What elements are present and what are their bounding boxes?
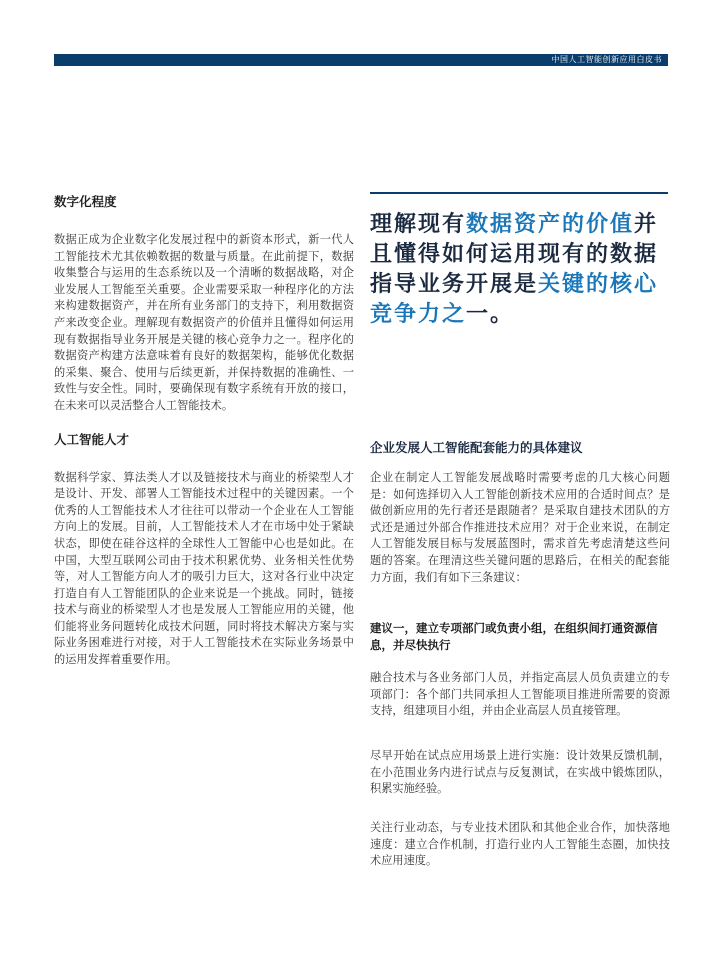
pull-quote-rule — [370, 192, 668, 194]
paragraph-digitalization: 数据正成为企业数字化发展过程中的新资本形式，新一代人工智能技术尤其依赖数据的数量与质量。在此前提下，数据收集整合与运用的生态系统以及一个清晰的数据战略，对企业发展人工智能至关重要。企业需要采取一种程序化的方法来构建数据资产，并在所有业务部门的支持下，利用数据资产来改变企业。理解现有数据资产的价值并且懂得如何运用现有数据指导业务开展是关键的核心竞争力之一。程序化的数据资产构建方法意味着有良好的数据架构，能够优化数据的采集、聚合、使用与后续更新，并保持数据的准确性、一致性与安全性。同时，要确保现有数字系统有开放的接口，在未来可以灵活整合人工智能技术。 — [54, 233, 354, 412]
recommendation-paragraph-1-block — [370, 670, 670, 720]
recommendation-paragraph: 关注行业动态，与专业技术团队和其他企业合作，加快落地速度：建立合作机制，打造行业内人工智能生态圈，加快技术应用速度。 — [370, 821, 670, 868]
recommendation-block — [370, 620, 670, 654]
recommendations-heading: 企业发展人工智能配套能力的具体建议 — [370, 440, 583, 455]
left-column — [54, 194, 354, 669]
recommendation-paragraph-3-block — [370, 820, 670, 870]
header-bar — [54, 54, 668, 66]
recommendation-paragraph-2-block — [370, 748, 670, 798]
intro-block — [370, 470, 670, 586]
pull-quote: 理解现有数据资产的价值并且懂得如何运用现有的数据指导业务开展是关键的核心竞争力之一。 — [370, 212, 659, 327]
intro-paragraph: 企业在制定人工智能发展战略时需要考虑的几大核心问题是：如何选择切入人工智能创新技术应用的合适时间点？是做创新应用的先行者还是跟随者？是采取自建技术团队的方式还是通过外部合作推进技术应用？对于企业来说，在制定人工智能发展目标与发展蓝图时，需求首先考虑清楚这些问题的答案。在理清这些关键问题的思路后，在相关的配套能力方面，我们有如下三条建议： — [370, 471, 670, 584]
recommendation-title: 建议一，建立专项部门或负责小组，在组织间打通资源信息，并尽快执行 — [370, 621, 658, 652]
section-heading-ai-talent: 人工智能人才 — [54, 431, 130, 447]
recommendation-paragraph: 尽早开始在试点应用场景上进行实施：设计效果反馈机制，在小范围业务内进行试点与反复测试，在实战中锻炼团队，积累实施经验。 — [370, 749, 670, 796]
section-heading-digitalization: 数字化程度 — [54, 194, 117, 209]
recommendation-paragraph: 融合技术与各业务部门人员，并指定高层人员负责建立的专项部门：各个部门共同承担人工智能项目推进所需要的资源支持，组建项目小组，并由企业高层人员直接管理。 — [370, 671, 670, 718]
paragraph-ai-talent: 数据科学家、算法类人才以及链接技术与商业的桥梁型人才是设计、开发、部署人工智能技术过程中的关键因素。一个优秀的人工智能技术人才往往可以带动一个企业在人工智能方向上的发展。目前，人工智能技术人才在市场中处于紧缺状态，即使在硅谷这样的全球性人工智能中心也是如此。在中国，大型互联网公司由于技术积累优势、业务相关性优势等，对人工智能方向人才的吸引力巨大，这对各行业中决定打造自有人工智能团队的企业来说是一个挑战。同时，链接技术与商业的桥梁型人才也是发展人工智能应用的关键，他们能将业务问题转化成技术问题，同时将技术解决方案与实际业务困难进行对接，对于人工智能技术在实际业务场景中的运用发挥着重要作用。 — [54, 470, 354, 667]
document-title: 中国人工智能创新应用白皮书 — [551, 55, 662, 64]
